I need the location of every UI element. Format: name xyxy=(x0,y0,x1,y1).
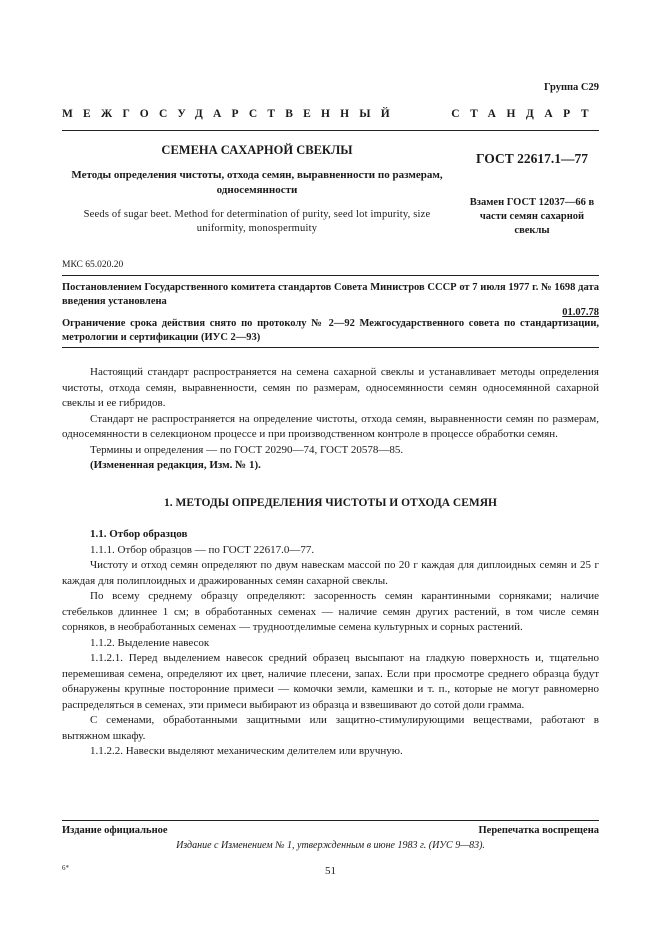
banner-left: МЕЖГОСУДАРСТВЕННЫЙ xyxy=(62,108,400,120)
intro-date: 01.07.78 xyxy=(562,307,599,318)
page-number: 51 xyxy=(325,865,336,877)
decree-text: Постановлением Государственного комитета стандартов Совета Министров СССР от 7 июля 1977 г. № 1698 дата введения установлена xyxy=(62,282,599,307)
body-paragraph: С семенами, обработанными защитными или защитно-стимулирующими веществами, работают в вытяжном шкафу. xyxy=(62,714,599,742)
mks-code: МКС 65.020.20 xyxy=(62,260,124,270)
intro-paragraph: Термины и определения — по ГОСТ 20290—74, ГОСТ 20578—85. xyxy=(90,443,404,456)
official-edition-label: Издание официальное xyxy=(62,825,168,836)
gost-number: ГОСТ 22617.1—77 xyxy=(476,151,588,166)
intro-block xyxy=(62,365,599,474)
body-paragraph: 1.1.2.2. Навески выделяют механическим делителем или вручную. xyxy=(90,745,403,757)
subsection-title: 1.1. Отбор образцов xyxy=(90,528,188,540)
intro-paragraph: Стандарт не распространяется на определение чистоты, отхода семян, выравненности семян по размерам, односемянности в селекционом процессе и при производственном контроле в процессе обработки семян. xyxy=(62,412,599,440)
decree-rule xyxy=(62,347,599,348)
standard-banner xyxy=(62,108,599,120)
header-rule xyxy=(62,275,599,276)
replaces-note: Взамен ГОСТ 12037—66 в части семян сахарной свеклы xyxy=(469,197,595,236)
body-paragraph: Чистоту и отход семян определяют по двум навескам массой по 20 г каждая для диплоидных семян и 25 г каждая для полиплоидных и дражированных семян сахарной свеклы. xyxy=(62,559,599,587)
banner-right: СТАНДАРТ xyxy=(451,108,599,120)
printer-signature: 6* xyxy=(62,864,69,872)
restriction-text: Ограничение срока действия снято по протоколу № 2—92 Межгосударственного совета по стандартизации, метрологии и сертификации (ИУС 2—93) xyxy=(62,318,599,343)
body-paragraph: 1.1.2. Выделение навесок xyxy=(90,636,210,649)
body-paragraph: 1.1.1. Отбор образцов — по ГОСТ 22617.0—77. xyxy=(90,543,315,556)
body-paragraph: 1.1.2.1. Перед выделением навесок средний образец высыпают на гладкую поверхность и, тщательно перемешивая семена, определяют их цвет, наличие плесени, запах. Если при просмотре среднего образца будут обнаружены крупные посторонние примеси — комочки земли, камешки и т. п., которые не могут равномерно распределяться в семенах, эти примеси выбирают из образца и взвешивают до сотой доли грамма. xyxy=(62,652,599,711)
english-title: Seeds of sugar beet. Method for determination of purity, seed lot impurity, size uniformity, monospermuity xyxy=(83,209,431,234)
footer-rule xyxy=(62,820,599,821)
section-title: 1. МЕТОДЫ ОПРЕДЕЛЕНИЯ ЧИСТОТЫ И ОТХОДА СЕМЯН xyxy=(163,497,497,509)
edition-note: Издание с Изменением № 1, утвержденным в июне 1983 г. (ИУС 9—83). xyxy=(176,840,485,851)
group-code: Группа С29 xyxy=(543,82,599,93)
body-paragraph: По всему среднему образцу определяют: засоренность семян карантинными сорняками; наличие стебельков длиннее 1 см; в обработанных семенах — наличие семян других растений, в том числе семян сорняков, в необработанных семенах — трудноотделимые семена культурных и сорных растений. xyxy=(62,590,599,633)
document-subtitle: Методы определения чистоты, отхода семян, выравненности по размерам, односемянности xyxy=(71,169,443,196)
section-body xyxy=(62,527,599,760)
top-rule xyxy=(62,130,599,131)
document-title: СЕМЕНА САХАРНОЙ СВЕКЛЫ xyxy=(161,143,353,157)
intro-paragraph: Настоящий стандарт распространяется на семена сахарной свеклы и устанавливает методы определения чистоты, отхода семян, выравненности, семян по размерам, односемянности семян односемянной сахарной свеклы и ее гибридов. xyxy=(62,366,599,409)
reprint-prohibited-label: Перепечатка воспрещена xyxy=(478,825,599,836)
intro-edit-note: (Измененная редакция, Изм. № 1). xyxy=(90,459,261,471)
